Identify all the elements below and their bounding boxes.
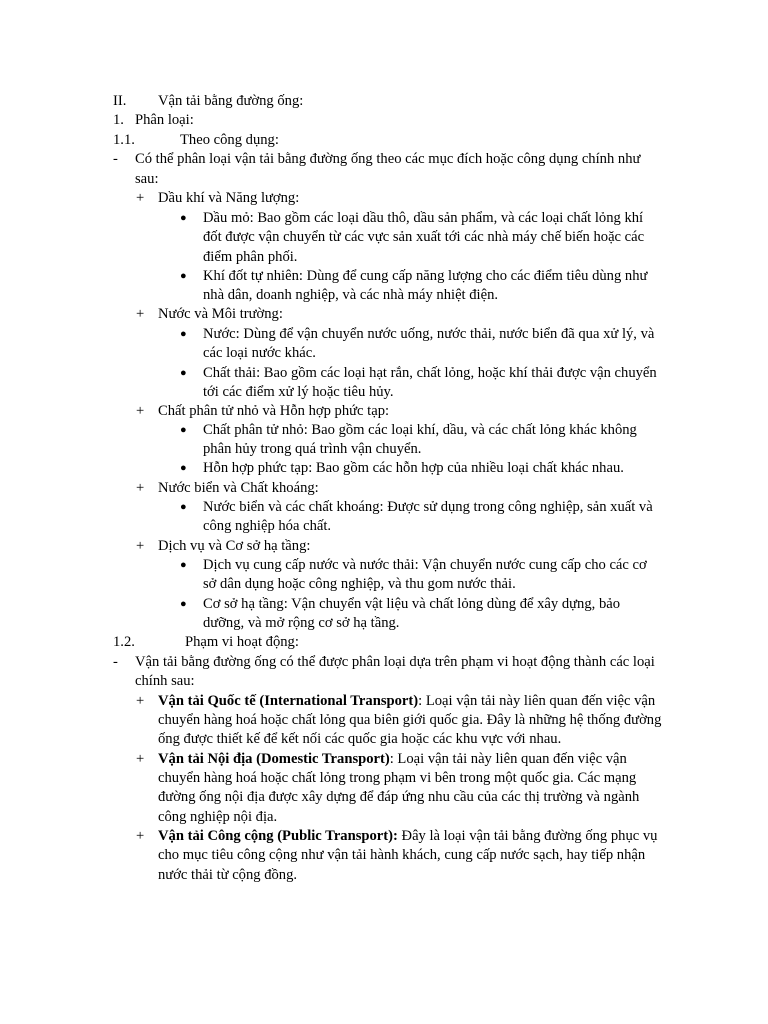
plus-marker: + [136, 538, 145, 554]
section-title: Vận tải bằng đường ống: [158, 93, 304, 109]
list-item-text: công nghiệp nội địa. [158, 809, 278, 825]
category-heading: Nước biển và Chất khoáng: [158, 480, 319, 496]
list-item-text: Nước: Dùng để vận chuyển nước uống, nước thải, nước biển đã qua xử lý, và [203, 326, 655, 342]
list-item-text: sở dân dụng hoặc công nghiệp, và thu gom nước thải. [203, 576, 516, 592]
plus-marker: + [136, 306, 145, 322]
plus-marker: + [136, 693, 145, 709]
list-item-text: các loại nước khác. [203, 345, 316, 361]
plus-marker: + [136, 751, 145, 767]
list-item-text: nhà dân, doanh nghiệp, và các nhà máy nhiệt điện. [203, 287, 499, 303]
paragraph-text: chính sau: [135, 673, 195, 689]
bullet-marker: ● [180, 367, 187, 379]
list-item-text: Dầu mỏ: Bao gồm các loại dầu thô, dầu sản phẩm, và các loại chất lỏng khí [203, 210, 644, 226]
list-item-text: điểm phân phối. [203, 249, 298, 265]
bullet-marker: ● [180, 501, 187, 513]
section-number: II. [113, 93, 127, 109]
list-item-text: Chất thải: Bao gồm các loại hạt rắn, chất lỏng, hoặc khí thải được vận chuyển [203, 365, 657, 381]
paragraph-text: sau: [135, 171, 159, 187]
list-item-text: Chất phân tử nhỏ: Bao gồm các loại khí, dầu, và các chất lỏng khác không [203, 422, 637, 438]
bold-term: Vận tải Nội địa (Domestic Transport) [158, 751, 390, 767]
term-description: Đây là loại vận tải bằng đường ống phục vụ [397, 828, 658, 844]
list-item-text [158, 692, 655, 711]
dash-marker: - [113, 151, 118, 167]
list-item-text: Nước biển và các chất khoáng: Được sử dụng trong công nghiệp, sản xuất và [203, 499, 653, 515]
list-item-text: cho mục tiêu công cộng như vận tải hành khách, cung cấp nước sạch, hay tiếp nhận [158, 847, 646, 863]
list-item-text: Hỗn hợp phức tạp: Bao gồm các hỗn hợp của nhiều loại chất khác nhau. [203, 460, 624, 476]
term-description: : Loại vận tải này liên quan đến việc vận [389, 751, 627, 767]
list-item-text [158, 750, 627, 769]
list-item-text: công nghiệp hóa chất. [203, 518, 332, 534]
list-item-text: Khí đốt tự nhiên: Dùng để cung cấp năng lượng cho các điểm tiêu dùng như [203, 268, 648, 284]
dash-marker: - [113, 654, 118, 670]
category-heading: Nước và Môi trường: [158, 306, 283, 322]
plus-marker: + [136, 480, 145, 496]
bullet-marker: ● [180, 328, 187, 340]
subsection-title: Phạm vi hoạt động: [185, 634, 299, 650]
list-item-text: ống được thiết kế để kết nối các quốc gia hoặc các khu vực với nhau. [158, 731, 562, 747]
plus-marker: + [136, 190, 145, 206]
bullet-marker: ● [180, 559, 187, 571]
list-item-text [158, 827, 657, 846]
bullet-marker: ● [180, 270, 187, 282]
list-item-text: chuyển hàng hoá hoặc chất lỏng qua biên giới quốc gia. Đây là những hệ thống đường [158, 712, 662, 728]
paragraph-text: Vận tải bằng đường ống có thể được phân loại dựa trên phạm vi hoạt động thành các loại [135, 654, 655, 670]
bullet-marker: ● [180, 424, 187, 436]
subsection-title: Theo công dụng: [180, 132, 279, 148]
bullet-marker: ● [180, 462, 187, 474]
list-item-text: chuyển hàng hoá hoặc chất lỏng trong phạm vi bên trong một quốc gia. Các mạng [158, 770, 637, 786]
part-title: Phân loại: [135, 112, 194, 128]
category-heading: Dịch vụ và Cơ sở hạ tầng: [158, 538, 311, 554]
list-item-text: đường ống nội địa được xây dựng để đáp ứng nhu cầu của các thị trường và ngành [158, 789, 640, 805]
paragraph-text: Có thể phân loại vận tải bằng đường ống theo các mục đích hoặc công dụng chính như [135, 151, 641, 167]
bold-term: Vận tải Quốc tế (International Transport) [158, 693, 419, 709]
subsection-number: 1.1. [113, 132, 135, 148]
list-item-text: phân hủy trong quá trình vận chuyển. [203, 441, 422, 457]
list-item-text: Dịch vụ cung cấp nước và nước thải: Vận chuyển nước cung cấp cho các cơ [203, 557, 647, 573]
list-item-text: đốt được vận chuyển từ các vực sản xuất tới các nhà máy chế biến hoặc các [203, 229, 645, 245]
list-item-text: tới các điểm xử lý hoặc tiêu hủy. [203, 384, 394, 400]
category-heading: Dầu khí và Năng lượng: [158, 190, 300, 206]
list-item-text: dưỡng, và mở rộng cơ sở hạ tầng. [203, 615, 400, 631]
plus-marker: + [136, 403, 145, 419]
list-item-text: Cơ sở hạ tầng: Vận chuyển vật liệu và chất lỏng dùng để xây dựng, bảo [203, 596, 621, 612]
list-item-text: nước thải từ cộng đồng. [158, 867, 298, 883]
subsection-number: 1.2. [113, 634, 135, 650]
bullet-marker: ● [180, 598, 187, 610]
plus-marker: + [136, 828, 145, 844]
category-heading: Chất phân tử nhỏ và Hỗn hợp phức tạp: [158, 403, 390, 419]
bold-term: Vận tải Công cộng (Public Transport): [158, 828, 398, 844]
bullet-marker: ● [180, 212, 187, 224]
part-number: 1. [113, 112, 124, 128]
term-description: : Loại vận tải này liên quan đến việc vận [418, 693, 656, 709]
